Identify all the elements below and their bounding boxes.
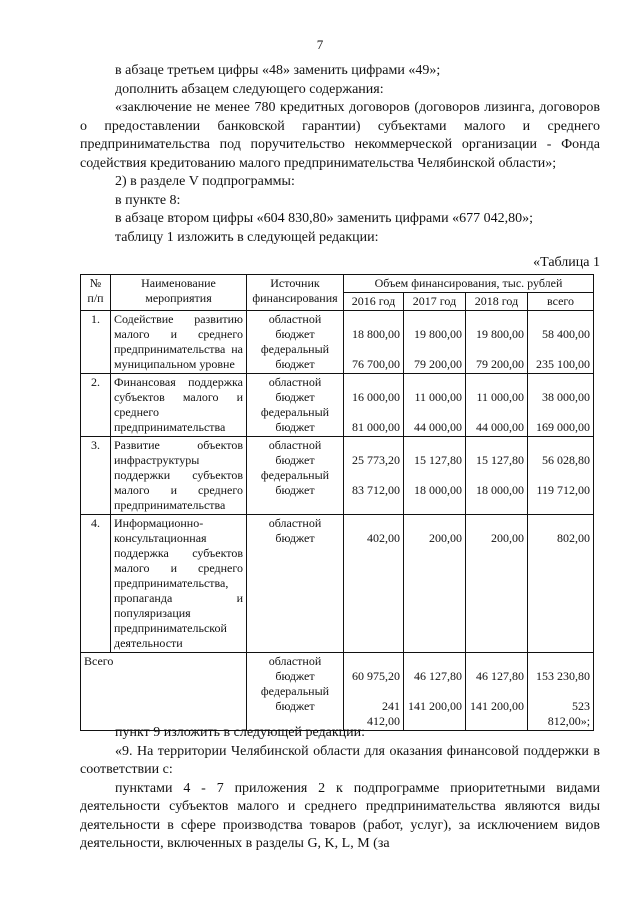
value-cell-2017 bbox=[404, 437, 466, 515]
value-federal: 18 000,00 bbox=[414, 483, 462, 497]
value-cell-2016 bbox=[344, 437, 404, 515]
total-federal: 141 200,00 bbox=[470, 699, 524, 713]
total-regional: 60 975,20 bbox=[352, 669, 400, 683]
header-source: Источник финансирования bbox=[247, 275, 344, 311]
financing-table bbox=[80, 274, 594, 731]
source-regional: областной бюджет bbox=[268, 516, 322, 545]
value-regional: 18 800,00 bbox=[352, 327, 400, 341]
table-row bbox=[81, 437, 594, 515]
value-cell-2016 bbox=[344, 311, 404, 374]
value-regional: 25 773,20 bbox=[352, 453, 400, 467]
value-regional: 38 000,00 bbox=[542, 390, 591, 404]
table-row bbox=[81, 311, 594, 374]
value-regional: 11 000,00 bbox=[476, 390, 524, 404]
value-federal: 169 000,00 bbox=[536, 420, 591, 434]
source-regional: областной бюджет bbox=[268, 375, 322, 404]
table-header-row bbox=[81, 275, 594, 293]
value-cell-total bbox=[528, 437, 594, 515]
total-regional: 46 127,80 bbox=[476, 669, 524, 683]
value-regional: 11 000,00 bbox=[414, 390, 462, 404]
value-cell-2018 bbox=[466, 311, 528, 374]
value-regional: 802,00 bbox=[557, 531, 591, 545]
event-name: Содействие развитию малого и среднего предпринимательства на муниципальном уровне bbox=[111, 311, 247, 374]
value-regional: 16 000,00 bbox=[352, 390, 400, 404]
value-regional: 56 028,80 bbox=[542, 453, 591, 467]
value-regional: 15 127,80 bbox=[476, 453, 524, 467]
header-name: Наименование мероприятия bbox=[111, 275, 247, 311]
value-cell-2017 bbox=[404, 374, 466, 437]
row-number: 1. bbox=[81, 311, 111, 374]
total-federal: 241 412,00 bbox=[367, 699, 400, 728]
header-num: № п/п bbox=[81, 275, 111, 311]
value-federal: 119 712,00 bbox=[536, 483, 591, 497]
header-total: всего bbox=[528, 293, 594, 311]
source-regional: областной бюджет bbox=[268, 654, 322, 683]
value-federal: 83 712,00 bbox=[352, 483, 400, 497]
value-cell-2018 bbox=[466, 437, 528, 515]
items-paragraph: пунктами 4 - 7 приложения 2 к подпрограмме приоритетными видами деятельности субъектов малого и среднего предпринимательства являются виды деятельности в сфере производства товаров (работ, услуг), за исключением видов деятельности, включенных в разделы G, K, L, M (за bbox=[80, 780, 600, 851]
source-regional: областной бюджет bbox=[268, 312, 322, 341]
table-row bbox=[81, 374, 594, 437]
value-federal: 81 000,00 bbox=[352, 420, 400, 434]
value-regional: 19 800,00 bbox=[476, 327, 524, 341]
outro-text bbox=[80, 724, 600, 854]
total-cell-2016 bbox=[344, 653, 404, 731]
row-number: 3. bbox=[81, 437, 111, 515]
source-cell bbox=[247, 653, 344, 731]
event-name: Финансовая поддержка субъектов малого и среднего предпринимательства bbox=[111, 374, 247, 437]
value-cell-2018 bbox=[466, 515, 528, 653]
intro-text bbox=[80, 62, 600, 247]
point-8-line: в пункте 8: bbox=[115, 192, 181, 208]
value-regional: 402,00 bbox=[367, 531, 400, 545]
point-9-line: пункт 9 изложить в следующей редакции: bbox=[115, 725, 365, 740]
total-federal: 523 812,00»; bbox=[547, 699, 591, 728]
source-federal: федеральный бюджет bbox=[260, 405, 330, 434]
value-cell-2018 bbox=[466, 374, 528, 437]
source-federal: федеральный бюджет bbox=[260, 342, 330, 371]
value-cell-total bbox=[528, 311, 594, 374]
value-federal: 44 000,00 bbox=[414, 420, 462, 434]
source-cell bbox=[247, 437, 344, 515]
row-number: 4. bbox=[81, 515, 111, 653]
total-regional: 46 127,80 bbox=[414, 669, 462, 683]
row-number: 2. bbox=[81, 374, 111, 437]
total-label: Всего bbox=[81, 653, 247, 731]
value-federal: 79 200,00 bbox=[476, 357, 524, 371]
total-cell-2018 bbox=[466, 653, 528, 731]
value-regional: 15 127,80 bbox=[414, 453, 462, 467]
source-federal: федеральный бюджет bbox=[260, 468, 330, 497]
value-federal: 76 700,00 bbox=[352, 357, 400, 371]
intro-line-1: в абзаце третьем цифры «48» заменить цифрами «49»; bbox=[115, 63, 441, 78]
total-cell-all bbox=[528, 653, 594, 731]
quoted-paragraph: «заключение не менее 780 кредитных договоров (договоров лизинга, договоров о предоставлении банковской гарантии) субъектами малого и среднего предпринимательства под поручительство некоммерческой организации - Фонда содействия кредитованию малого предпринимательства Челябинской области»; bbox=[80, 100, 600, 171]
value-cell-total bbox=[528, 515, 594, 653]
value-regional: 200,00 bbox=[429, 531, 462, 545]
total-cell-2017 bbox=[404, 653, 466, 731]
header-2017: 2017 год bbox=[404, 293, 466, 311]
value-federal: 44 000,00 bbox=[476, 420, 524, 434]
point-9-paragraph: «9. На территории Челябинской области для оказания финансовой поддержки в соответствии с: bbox=[80, 743, 600, 777]
total-federal: 141 200,00 bbox=[408, 699, 462, 713]
value-regional: 58 400,00 bbox=[542, 327, 591, 341]
source-cell bbox=[247, 374, 344, 437]
table-total-row bbox=[81, 653, 594, 731]
paragraph-two-line: в абзаце втором цифры «604 830,80» заменить цифрами «677 042,80»; bbox=[115, 211, 533, 226]
value-cell-total bbox=[528, 374, 594, 437]
header-volume: Объем финансирования, тыс. рублей bbox=[344, 275, 594, 293]
value-regional: 200,00 bbox=[491, 531, 524, 545]
source-cell bbox=[247, 311, 344, 374]
table-row bbox=[81, 515, 594, 653]
value-cell-2017 bbox=[404, 515, 466, 653]
value-regional: 19 800,00 bbox=[414, 327, 462, 341]
source-cell bbox=[247, 515, 344, 653]
table-caption: «Таблица 1 bbox=[533, 255, 600, 270]
header-2016: 2016 год bbox=[344, 293, 404, 311]
value-federal: 18 000,00 bbox=[476, 483, 524, 497]
intro-line-2: дополнить абзацем следующего содержания: bbox=[115, 81, 384, 97]
value-cell-2017 bbox=[404, 311, 466, 374]
event-name: Развитие объектов инфраструктуры поддержки субъектов малого и среднего предпринимательства bbox=[111, 437, 247, 515]
total-regional: 153 230,80 bbox=[536, 669, 591, 683]
item-2-line: 2) в разделе V подпрограммы: bbox=[115, 174, 295, 189]
value-federal: 235 100,00 bbox=[536, 357, 591, 371]
value-cell-2016 bbox=[344, 515, 404, 653]
source-regional: областной бюджет bbox=[268, 438, 322, 467]
page-number: 7 bbox=[316, 37, 324, 52]
value-cell-2016 bbox=[344, 374, 404, 437]
value-federal: 79 200,00 bbox=[414, 357, 462, 371]
source-federal: федеральный бюджет bbox=[260, 684, 330, 713]
table-intro-line: таблицу 1 изложить в следующей редакции: bbox=[115, 229, 379, 245]
header-2018: 2018 год bbox=[466, 293, 528, 311]
event-name: Информационно-консультационная поддержка субъектов малого и среднего предпринимательства, пропаганда и популяризация предпринимательской деятельности bbox=[111, 515, 247, 653]
